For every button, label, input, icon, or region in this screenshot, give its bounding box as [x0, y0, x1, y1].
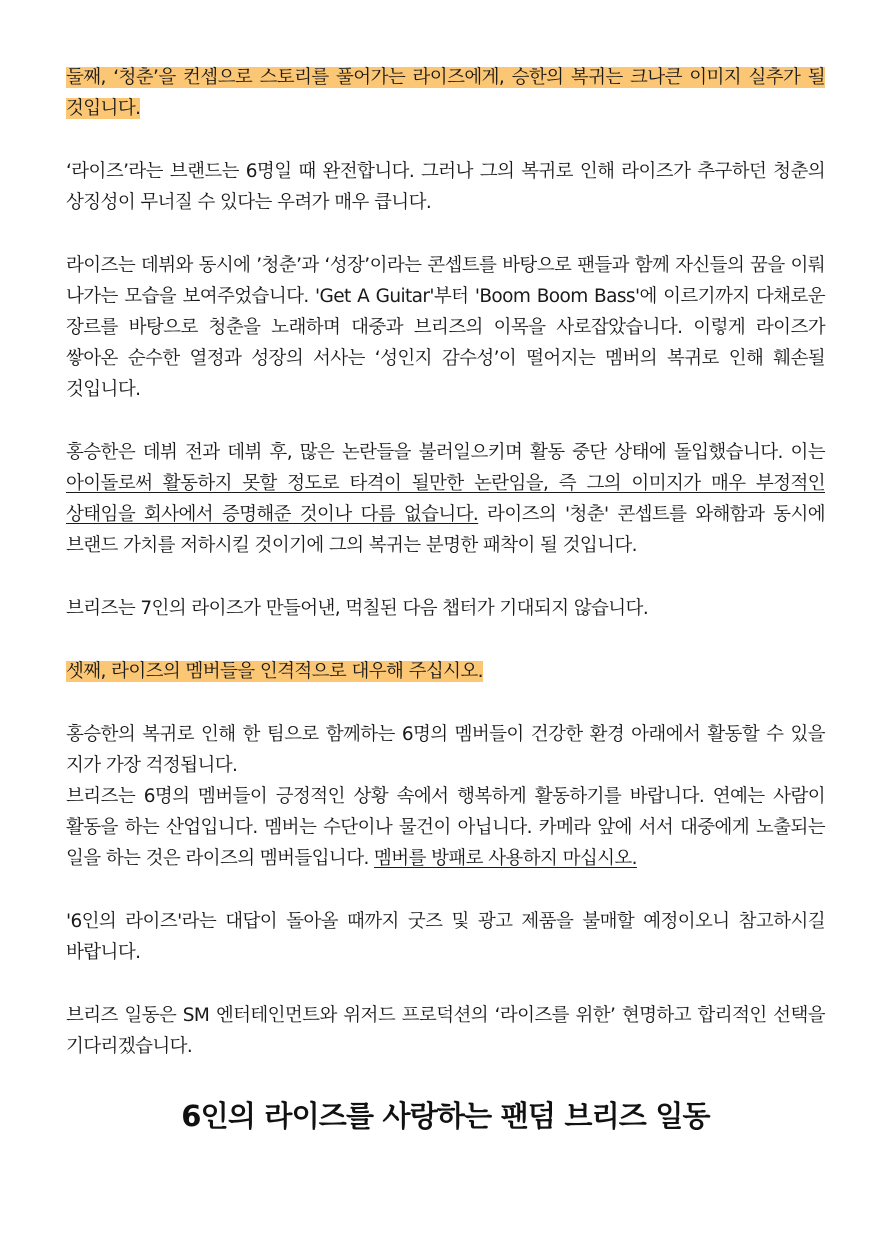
- signature: 6인의 라이즈를 사랑하는 팬덤 브리즈 일동: [181, 1099, 710, 1133]
- paragraph-text: 홍승한은 데뷔 전과 데뷔 후, 많은 논란들을 불러일으키며 활동 중단 상태에 돌입했습니다. 이는: [66, 442, 825, 463]
- underlined-text: 아이돌로써 활동하지 못할 정도로 타격이 될만한 논란임을, 즉 그의 이미지가 매우 부정적인 상태임을 회사에서 증명해준 것이나 다름 없습니다.: [66, 473, 825, 525]
- highlighted-text: 셋째, 라이즈의 멤버들을 인격적으로 대우해 주십시오.: [66, 661, 483, 682]
- paragraph-concern: 홍승한의 복귀로 인해 한 팀으로 함께하는 6명의 멤버들이 건강한 환경 아래에서 활동할 수 있을 지가 가장 걱정됩니다.: [66, 724, 825, 776]
- paragraph-next-chapter: 브리즈는 7인의 라이즈가 만들어낸, 먹칠된 다음 챕터가 기대되지 않습니다.: [66, 598, 649, 619]
- paragraph-members: [66, 781, 825, 874]
- paragraph-closing: 브리즈 일동은 SM 엔터테인먼트와 위저드 프로덕션의 ‘라이즈를 위한’ 현명하고 합리적인 선택을 기다리겠습니다.: [66, 1005, 825, 1057]
- paragraph-text: 브리즈는 6명의 멤버들이 긍정적인 상황 속에서 행복하게 활동하기를 바랍니다. 연예는 사람이 활동을 하는 산업입니다. 멤버는 수단이나 물건이 아닙니다. 카메라 앞에 서서 대중에게 노출되는 일을 하는 것은 라이즈의 멤버들입니다.: [66, 786, 825, 869]
- paragraph-concept: 라이즈는 데뷔와 동시에 ’청춘’과 ‘성장’이라는 콘셉트를 바탕으로 팬들과 함께 자신들의 꿈을 이뤄 나가는 모습을 보여주었습니다. 'Get A Guitar'부터 'Boom Boom Bass'에 이르기까지 다채로운 장르를 바탕으로 청춘을 노래하며 대중과 브리즈의 이목을 사로잡았습니다. 이렇게 라이즈가 쌓아온 순수한 열정과 성장의 서사는 ‘성인지 감수성’이 떨어지는 멤버의 복귀로 인해 훼손될 것입니다.: [66, 255, 825, 400]
- paragraph-controversy: [66, 437, 825, 561]
- underlined-text: 멤버를 방패로 사용하지 마십시오.: [374, 848, 637, 869]
- section-two-heading: [66, 62, 825, 124]
- highlighted-text: 둘째, ‘청춘’을 컨셉으로 스토리를 풀어가는 라이즈에게, 승한의 복귀는 크나큰 이미지 실추가 될 것입니다.: [66, 67, 825, 119]
- section-three-heading: [66, 656, 825, 687]
- paragraph-text: 라이즈의 '청춘' 콘셉트를 와해함과 동시에 브랜드 가치를 저하시킬 것이기에 그의 복귀는 분명한 패착이 될 것입니다.: [66, 504, 825, 556]
- paragraph-boycott: '6인의 라이즈'라는 대답이 돌아올 때까지 굿즈 및 광고 제품을 불매할 예정이오니 참고하시길 바랍니다.: [66, 911, 825, 963]
- paragraph-brand: ‘라이즈’라는 브랜드는 6명일 때 완전합니다. 그러나 그의 복귀로 인해 라이즈가 추구하던 청춘의 상징성이 무너질 수 있다는 우려가 매우 큽니다.: [66, 161, 825, 213]
